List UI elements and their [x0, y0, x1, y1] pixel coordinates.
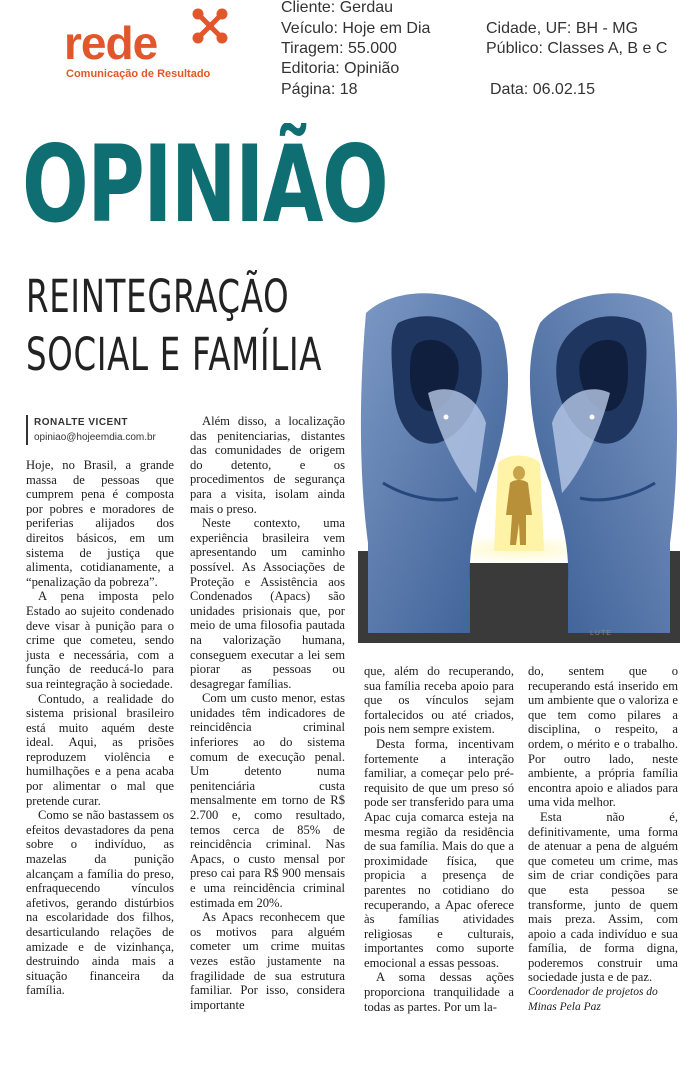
article-column-2 — [190, 414, 345, 1012]
headline-line-1: REINTEGRAÇÃO — [26, 270, 290, 323]
hands-sheltering-figure-illustration — [358, 283, 680, 643]
meta-publico: Público: Classes A, B e C — [486, 40, 668, 57]
article-headline — [26, 268, 322, 384]
section-title: OPINIÃO — [22, 123, 388, 246]
paragraph: Esta não é, definitivamente, uma forma de atenuar a pena de alguém que cometeu um crime, mas sim de criar condições para que esta pessoa se transforme, junto de quem mais preza. Assim, com apoio a cada indivíduo e sua família, de forma digna, poderemos construir uma sociedade justa e de paz. — [528, 809, 678, 985]
paragraph: Desta forma, incentivam fortemente a interação familiar, a começar pelo pré-requisito de que um preso só pode ser transferido para uma Apac cuja comarca esteja na mesma região da residência de sua família. Mais do que a proximidade física, que propicia a presença de parentes no cotidiano do recuperando, a Apac oferece às famílias atividades religiosas e culturais, importantes como suporte emocional a essas pessoas. — [364, 736, 514, 970]
paragraph: As Apacs reconhecem que os motivos para alguém cometer um crime muitas vezes estão justamente na fragilidade de sua estrutura familiar. Por isso, considera importante — [190, 910, 345, 1012]
author-name: RONALTE VICENT — [34, 417, 129, 428]
illustration-signature: LUTE — [590, 630, 612, 637]
logo-x-mark-icon — [190, 6, 230, 46]
paragraph: Como se não bastassem os efeitos devastadores da pena sobre o indivíduo, as mazelas da punição alcançam a família do preso, enfraquecendo vínculos afetivos, gerando distúrbios na escolaridade dos filhos, desarticulando relações de amizade e de vizinhança, destruindo ainda mais a situação financeira da família. — [26, 808, 174, 998]
logo-word: rede — [64, 17, 158, 69]
paragraph: Além disso, a localização das penitenciarias, distantes das comunidades de origem do detento, e os procedimentos de segurança para a visita, isolam ainda mais o preso. — [190, 414, 345, 516]
meta-editoria: Editoria: Opinião — [281, 60, 400, 77]
meta-pagina: Página: 18 — [281, 81, 358, 98]
article-column-4 — [528, 664, 678, 1014]
paragraph: A soma dessas ações proporciona tranquilidade a todas as partes. Por um la- — [364, 970, 514, 1014]
author-email: opiniao@hojeemdia.com.br — [34, 432, 156, 443]
paragraph: Contudo, a realidade do sistema prisional brasileiro está muito aquém deste ideal. Aqui, as prisões reproduzem violência e humilhações e a pena acaba por alimentar o mal que pretende curar. — [26, 691, 174, 808]
meta-cliente: Cliente: Gerdau — [281, 0, 394, 16]
rede-logo — [62, 6, 242, 84]
paragraph: que, além do recuperando, sua família receba apoio para que os vínculos sejam fortalecidos ou até criados, pois nem sempre existem. — [364, 664, 514, 737]
paragraph: Hoje, no Brasil, a grande massa de pessoas que cumprem pena é composta por pobres e moradores de periferias alijados dos direitos básicos, em um sistema de justiça que alimenta, cotidianamente, a “penalização da pobreza”. — [26, 458, 174, 589]
meta-veiculo: Veículo: Hoje em Dia — [281, 20, 431, 37]
meta-tiragem: Tiragem: 55.000 — [281, 40, 397, 57]
logo-tagline: Comunicação de Resultado — [66, 68, 211, 80]
meta-cidade: Cidade, UF: BH - MG — [486, 20, 639, 37]
meta-data: Data: 06.02.15 — [490, 81, 595, 98]
article-column-3 — [364, 664, 514, 1014]
paragraph: A pena imposta pelo Estado ao sujeito condenado deve visar à punição para o crime que cometeu, sendo justa e necessária, com a função de reeducá-lo para sua reintegração à sociedade. — [26, 589, 174, 691]
author-signature: Coordenador de projetos do Minas Pela Paz — [528, 986, 658, 1013]
article-column-1 — [26, 458, 174, 998]
byline — [26, 415, 156, 445]
paragraph: Neste contexto, uma experiência brasileira vem apresentando um caminho possível. As Associações de Proteção e Assistência aos Condenados (Apacs) são unidades prisionais que, por meio de uma filosofia pautada na valorização humana, conseguem executar a lei sem piorar as pessoas ou desagregar famílias. — [190, 516, 345, 691]
headline-line-2: SOCIAL E FAMÍLIA — [26, 328, 323, 381]
paragraph: do, sentem que o recuperando está inserido em um ambiente que o valoriza e que tem como pilares a disciplina, o respeito, a ordem, o mérito e o trabalho. Por outro lado, neste ambiente, a própria família encontra apoio e aliados para uma vida melhor. — [528, 664, 678, 810]
paragraph: Com um custo menor, estas unidades têm indicadores de reincidência criminal inferiores ao do sistema comum de execução penal. Um detento numa penitenciária custa mensalmente em torno de R$ 2.700 e, como resultado, temos cerca de 85% de reincidência criminal. Nas Apacs, o custo mensal por preso cai para R$ 900 mensais e uma reincidência criminal estimada em 20%. — [190, 691, 345, 910]
